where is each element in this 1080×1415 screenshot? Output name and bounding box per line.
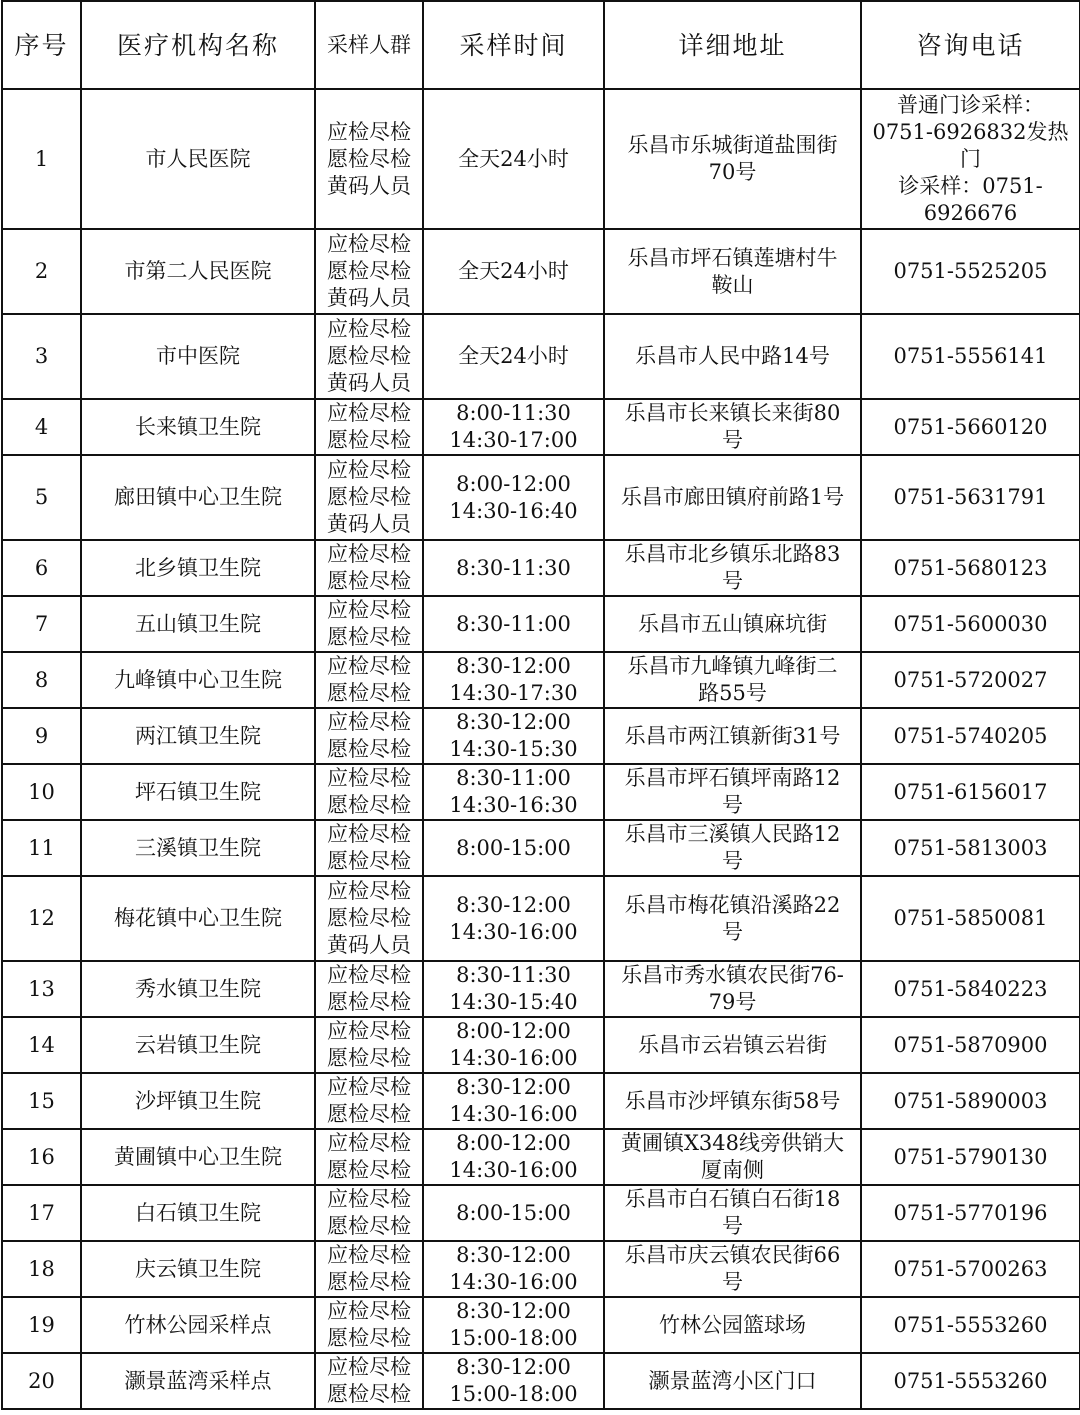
cell-group xyxy=(315,1017,423,1073)
cell-no: 6 xyxy=(2,540,81,596)
cell-address xyxy=(604,229,861,314)
table-row xyxy=(2,961,1080,1017)
cell-address-line: 号 xyxy=(722,849,743,873)
cell-group-line: 愿检尽检 xyxy=(327,259,411,283)
cell-phone xyxy=(861,314,1080,399)
cell-no: 20 xyxy=(2,1353,81,1409)
cell-no: 8 xyxy=(2,652,81,708)
cell-address xyxy=(604,89,861,229)
cell-group xyxy=(315,708,423,764)
cell-time xyxy=(423,229,604,314)
cell-group-line: 应检尽检 xyxy=(327,1243,411,1267)
cell-time xyxy=(423,314,604,399)
cell-phone xyxy=(861,1073,1080,1129)
cell-address xyxy=(604,540,861,596)
cell-group-line: 愿检尽检 xyxy=(327,625,411,649)
cell-time xyxy=(423,708,604,764)
cell-time-line: 8:30-12:00 xyxy=(456,1355,571,1379)
cell-address-line: 乐昌市长来镇长来街80 xyxy=(624,401,841,425)
cell-group-line: 愿检尽检 xyxy=(327,1270,411,1294)
header-name: 医疗机构名称 xyxy=(81,1,315,89)
cell-group xyxy=(315,1185,423,1241)
cell-address-line: 乐昌市秀水镇农民街76- xyxy=(621,963,844,987)
cell-name: 竹林公园采样点 xyxy=(81,1297,315,1353)
cell-group-line: 应检尽检 xyxy=(327,598,411,622)
cell-time-line: 14:30-17:00 xyxy=(449,428,578,452)
table-row xyxy=(2,1353,1080,1409)
cell-group-line: 应检尽检 xyxy=(327,1355,411,1379)
cell-name: 云岩镇卫生院 xyxy=(81,1017,315,1073)
cell-address xyxy=(604,708,861,764)
cell-no: 14 xyxy=(2,1017,81,1073)
cell-group-line: 应检尽检 xyxy=(327,119,411,144)
cell-no: 12 xyxy=(2,876,81,961)
header-no: 序号 xyxy=(2,1,81,89)
table-row xyxy=(2,652,1080,708)
cell-time-line: 8:30-11:30 xyxy=(456,963,571,987)
cell-time-line: 全天24小时 xyxy=(458,344,569,368)
cell-phone xyxy=(861,89,1080,229)
cell-name: 北乡镇卫生院 xyxy=(81,540,315,596)
cell-phone-line: 0751-5660120 xyxy=(893,414,1048,439)
cell-time-line: 14:30-15:40 xyxy=(449,990,578,1014)
cell-group xyxy=(315,652,423,708)
cell-address-line: 乐昌市九峰镇九峰街二 xyxy=(627,654,838,678)
table-row xyxy=(2,764,1080,820)
cell-phone-line: 0751-5740205 xyxy=(893,723,1048,748)
cell-group-line: 愿检尽检 xyxy=(327,793,411,817)
cell-address-line: 号 xyxy=(722,919,743,944)
cell-address-line: 号 xyxy=(722,793,743,817)
cell-phone xyxy=(861,540,1080,596)
cell-group xyxy=(315,1241,423,1297)
cell-address xyxy=(604,1073,861,1129)
cell-phone-line: 0751-6926832发热门 xyxy=(872,119,1069,171)
cell-group xyxy=(315,876,423,961)
cell-phone-line: 0751-5720027 xyxy=(893,667,1048,692)
cell-address-line: 乐昌市北乡镇乐北路83 xyxy=(624,542,841,566)
cell-group xyxy=(315,89,423,229)
cell-time xyxy=(423,1073,604,1129)
cell-time-line: 8:30-11:00 xyxy=(456,611,571,636)
cell-no: 15 xyxy=(2,1073,81,1129)
cell-no: 3 xyxy=(2,314,81,399)
cell-time-line: 8:30-12:00 xyxy=(456,1299,571,1323)
sampling-sites-table xyxy=(1,0,1080,1410)
cell-group-line: 愿检尽检 xyxy=(327,906,411,930)
cell-phone-line: 6926676 xyxy=(923,200,1018,225)
cell-time-line: 8:00-15:00 xyxy=(456,835,571,860)
cell-phone xyxy=(861,820,1080,876)
table-row xyxy=(2,399,1080,455)
cell-group xyxy=(315,596,423,652)
cell-no: 9 xyxy=(2,708,81,764)
cell-phone-line: 0751-5631791 xyxy=(893,485,1048,509)
cell-no: 13 xyxy=(2,961,81,1017)
cell-no: 4 xyxy=(2,399,81,455)
table-row xyxy=(2,314,1080,399)
cell-group xyxy=(315,540,423,596)
cell-address-line: 号 xyxy=(722,569,743,593)
cell-group xyxy=(315,764,423,820)
cell-time-line: 8:30-12:00 xyxy=(456,654,571,678)
cell-name: 白石镇卫生院 xyxy=(81,1185,315,1241)
cell-address-line: 黄圃镇X348线旁供销大 xyxy=(620,1131,845,1155)
cell-address xyxy=(604,764,861,820)
cell-group-line: 应检尽检 xyxy=(327,879,411,903)
cell-group-line: 愿检尽检 xyxy=(327,485,411,509)
cell-time xyxy=(423,876,604,961)
cell-time-line: 8:00-11:30 xyxy=(456,401,571,425)
cell-no: 18 xyxy=(2,1241,81,1297)
cell-phone xyxy=(861,229,1080,314)
cell-group-line: 愿检尽检 xyxy=(327,146,411,171)
cell-phone-line: 0751-5553260 xyxy=(893,1312,1048,1337)
cell-time xyxy=(423,455,604,540)
cell-time-line: 8:30-12:00 xyxy=(456,1075,571,1099)
cell-address xyxy=(604,876,861,961)
cell-phone-line: 0751-5890003 xyxy=(893,1088,1048,1113)
cell-time xyxy=(423,1017,604,1073)
cell-time xyxy=(423,399,604,455)
cell-group-line: 应检尽检 xyxy=(327,963,411,987)
cell-group-line: 应检尽检 xyxy=(327,822,411,846)
cell-no: 7 xyxy=(2,596,81,652)
header-row xyxy=(2,1,1080,89)
cell-time xyxy=(423,961,604,1017)
cell-group-line: 黄码人员 xyxy=(327,371,411,395)
cell-address xyxy=(604,596,861,652)
cell-group xyxy=(315,229,423,314)
cell-address-line: 乐昌市梅花镇沿溪路22 xyxy=(624,892,841,917)
cell-time xyxy=(423,1185,604,1241)
cell-time-line: 8:00-12:00 xyxy=(456,1131,571,1155)
cell-phone xyxy=(861,1353,1080,1409)
cell-phone xyxy=(861,596,1080,652)
table-row xyxy=(2,1129,1080,1185)
cell-group-line: 黄码人员 xyxy=(327,173,411,198)
table-row xyxy=(2,1073,1080,1129)
cell-group-line: 应检尽检 xyxy=(327,1019,411,1043)
cell-time-line: 8:00-12:00 xyxy=(456,471,571,496)
cell-time xyxy=(423,596,604,652)
cell-phone-line: 0751-5870900 xyxy=(893,1032,1048,1057)
cell-group-line: 愿检尽检 xyxy=(327,344,411,368)
cell-no: 17 xyxy=(2,1185,81,1241)
cell-group xyxy=(315,961,423,1017)
table-row xyxy=(2,1017,1080,1073)
header-group: 采样人群 xyxy=(315,1,423,89)
cell-address-line: 乐昌市庆云镇农民街66 xyxy=(624,1243,841,1267)
cell-no: 2 xyxy=(2,229,81,314)
cell-phone xyxy=(861,876,1080,961)
cell-address xyxy=(604,1297,861,1353)
cell-group-line: 应检尽检 xyxy=(327,1187,411,1211)
cell-time-line: 全天24小时 xyxy=(458,259,569,283)
cell-phone-line: 0751-5790130 xyxy=(893,1144,1048,1169)
cell-phone-line: 0751-5770196 xyxy=(893,1200,1048,1225)
cell-phone-line: 0751-5556141 xyxy=(893,344,1048,368)
table-row xyxy=(2,89,1080,229)
cell-phone xyxy=(861,1017,1080,1073)
cell-group-line: 愿检尽检 xyxy=(327,990,411,1014)
header-time: 采样时间 xyxy=(423,1,604,89)
cell-time xyxy=(423,820,604,876)
cell-address-line: 乐昌市五山镇麻坑街 xyxy=(638,611,827,636)
cell-time-line: 全天24小时 xyxy=(458,146,569,171)
cell-address xyxy=(604,652,861,708)
cell-group-line: 应检尽检 xyxy=(327,232,411,256)
cell-phone xyxy=(861,399,1080,455)
cell-group-line: 应检尽检 xyxy=(327,542,411,566)
cell-time-line: 14:30-16:00 xyxy=(449,1046,578,1070)
cell-phone-line: 0751-5813003 xyxy=(893,835,1048,860)
cell-time xyxy=(423,764,604,820)
cell-no: 5 xyxy=(2,455,81,540)
cell-phone xyxy=(861,1129,1080,1185)
cell-group xyxy=(315,399,423,455)
cell-group-line: 愿检尽检 xyxy=(327,1046,411,1070)
cell-group-line: 应检尽检 xyxy=(327,710,411,734)
cell-group xyxy=(315,314,423,399)
cell-time xyxy=(423,1353,604,1409)
cell-time-line: 14:30-16:00 xyxy=(449,919,578,944)
cell-name: 市人民医院 xyxy=(81,89,315,229)
cell-phone xyxy=(861,455,1080,540)
cell-phone xyxy=(861,652,1080,708)
cell-address-line: 乐昌市坪石镇莲塘村牛 xyxy=(627,245,838,270)
cell-name: 九峰镇中心卫生院 xyxy=(81,652,315,708)
cell-time xyxy=(423,540,604,596)
cell-name: 坪石镇卫生院 xyxy=(81,764,315,820)
cell-group-line: 应检尽检 xyxy=(327,766,411,790)
cell-phone xyxy=(861,1241,1080,1297)
cell-group-line: 愿检尽检 xyxy=(327,1158,411,1182)
table-row xyxy=(2,596,1080,652)
cell-address xyxy=(604,820,861,876)
cell-time-line: 14:30-16:40 xyxy=(449,498,578,523)
cell-phone-line: 0751-5525205 xyxy=(893,259,1048,283)
cell-address-line: 号 xyxy=(722,1270,743,1294)
table-row xyxy=(2,229,1080,314)
cell-address-line: 鞍山 xyxy=(711,272,754,297)
cell-group xyxy=(315,1353,423,1409)
cell-name: 沙坪镇卫生院 xyxy=(81,1073,315,1129)
cell-group-line: 黄码人员 xyxy=(327,933,411,957)
cell-group xyxy=(315,455,423,540)
cell-group-line: 愿检尽检 xyxy=(327,1102,411,1126)
cell-group-line: 应检尽检 xyxy=(327,654,411,678)
header-phone: 咨询电话 xyxy=(861,1,1080,89)
cell-group xyxy=(315,1073,423,1129)
cell-time xyxy=(423,652,604,708)
cell-group-line: 应检尽检 xyxy=(327,401,411,425)
cell-address-line: 乐昌市云岩镇云岩街 xyxy=(638,1032,827,1057)
cell-no: 10 xyxy=(2,764,81,820)
cell-time xyxy=(423,1297,604,1353)
cell-address-line: 乐昌市白石镇白石街18 xyxy=(624,1187,841,1211)
cell-group-line: 应检尽检 xyxy=(327,1131,411,1155)
cell-phone-line: 0751-5600030 xyxy=(893,611,1048,636)
cell-address xyxy=(604,1129,861,1185)
cell-time-line: 8:30-11:00 xyxy=(456,766,571,790)
cell-phone xyxy=(861,1185,1080,1241)
cell-address xyxy=(604,1241,861,1297)
table-row xyxy=(2,540,1080,596)
cell-name: 两江镇卫生院 xyxy=(81,708,315,764)
cell-time-line: 15:00-18:00 xyxy=(449,1382,578,1406)
cell-name: 市中医院 xyxy=(81,314,315,399)
cell-group-line: 应检尽检 xyxy=(327,1299,411,1323)
cell-time-line: 15:00-18:00 xyxy=(449,1326,578,1350)
cell-time-line: 14:30-15:30 xyxy=(449,737,578,761)
cell-time-line: 14:30-16:00 xyxy=(449,1158,578,1182)
cell-time-line: 8:30-12:00 xyxy=(456,1243,571,1267)
cell-group xyxy=(315,820,423,876)
cell-address-line: 79号 xyxy=(708,990,757,1014)
cell-name: 庆云镇卫生院 xyxy=(81,1241,315,1297)
cell-address-line: 路55号 xyxy=(698,681,767,705)
cell-address-line: 灏景蓝湾小区门口 xyxy=(648,1368,817,1393)
cell-group-line: 应检尽检 xyxy=(327,317,411,341)
cell-phone-line: 0751-5680123 xyxy=(893,555,1048,580)
cell-name: 梅花镇中心卫生院 xyxy=(81,876,315,961)
cell-time-line: 8:30-12:00 xyxy=(456,710,571,734)
table-row xyxy=(2,708,1080,764)
cell-no: 11 xyxy=(2,820,81,876)
table-row xyxy=(2,820,1080,876)
table-row xyxy=(2,1241,1080,1297)
cell-group-line: 愿检尽检 xyxy=(327,428,411,452)
cell-time xyxy=(423,89,604,229)
cell-address-line: 乐昌市乐城街道盐围街 xyxy=(627,133,838,157)
header-address: 详细地址 xyxy=(604,1,861,89)
cell-time-line: 8:30-11:30 xyxy=(456,555,571,580)
cell-address xyxy=(604,1185,861,1241)
cell-phone-line: 0751-5700263 xyxy=(893,1256,1048,1281)
cell-name: 秀水镇卫生院 xyxy=(81,961,315,1017)
cell-address-line: 竹林公园篮球场 xyxy=(659,1312,806,1337)
cell-name: 长来镇卫生院 xyxy=(81,399,315,455)
cell-time-line: 14:30-16:00 xyxy=(449,1102,578,1126)
cell-address-line: 乐昌市两江镇新街31号 xyxy=(624,723,841,748)
cell-time-line: 8:00-15:00 xyxy=(456,1200,571,1225)
cell-address-line: 乐昌市三溪镇人民路12 xyxy=(624,822,841,846)
cell-group-line: 愿检尽检 xyxy=(327,1214,411,1238)
cell-no: 1 xyxy=(2,89,81,229)
cell-address xyxy=(604,455,861,540)
cell-time-line: 14:30-17:30 xyxy=(449,681,578,705)
cell-address-line: 乐昌市廊田镇府前路1号 xyxy=(620,485,845,509)
cell-address xyxy=(604,399,861,455)
cell-address-line: 乐昌市坪石镇坪南路12 xyxy=(624,766,841,790)
cell-address-line: 厦南侧 xyxy=(701,1158,764,1182)
cell-group-line: 愿检尽检 xyxy=(327,1326,411,1350)
cell-address xyxy=(604,1353,861,1409)
cell-phone xyxy=(861,961,1080,1017)
cell-time-line: 14:30-16:00 xyxy=(449,1270,578,1294)
cell-no: 16 xyxy=(2,1129,81,1185)
table-row xyxy=(2,455,1080,540)
cell-address xyxy=(604,961,861,1017)
cell-phone-line: 普通门诊采样： xyxy=(897,92,1044,117)
cell-no: 19 xyxy=(2,1297,81,1353)
cell-address-line: 70号 xyxy=(708,160,757,184)
cell-name: 廊田镇中心卫生院 xyxy=(81,455,315,540)
cell-group-line: 愿检尽检 xyxy=(327,849,411,873)
cell-address-line: 乐昌市人民中路14号 xyxy=(635,344,830,368)
cell-address xyxy=(604,1017,861,1073)
cell-name: 市第二人民医院 xyxy=(81,229,315,314)
cell-group-line: 愿检尽检 xyxy=(327,1382,411,1406)
cell-group xyxy=(315,1129,423,1185)
table-row xyxy=(2,876,1080,961)
cell-time xyxy=(423,1129,604,1185)
cell-name: 五山镇卫生院 xyxy=(81,596,315,652)
cell-group-line: 愿检尽检 xyxy=(327,569,411,593)
cell-address xyxy=(604,314,861,399)
cell-time xyxy=(423,1241,604,1297)
cell-address-line: 乐昌市沙坪镇东街58号 xyxy=(624,1088,841,1113)
cell-phone-line: 0751-5840223 xyxy=(893,976,1048,1001)
cell-group xyxy=(315,1297,423,1353)
cell-group-line: 应检尽检 xyxy=(327,1075,411,1099)
cell-phone-line: 0751-5850081 xyxy=(893,906,1048,930)
cell-time-line: 8:30-12:00 xyxy=(456,892,571,917)
cell-name: 灏景蓝湾采样点 xyxy=(81,1353,315,1409)
cell-group-line: 应检尽检 xyxy=(327,458,411,482)
cell-group-line: 愿检尽检 xyxy=(327,737,411,761)
table-row xyxy=(2,1185,1080,1241)
cell-time-line: 14:30-16:30 xyxy=(449,793,578,817)
table-row xyxy=(2,1297,1080,1353)
cell-phone-line: 0751-5553260 xyxy=(893,1368,1048,1393)
cell-group-line: 黄码人员 xyxy=(327,512,411,536)
cell-address-line: 号 xyxy=(722,428,743,452)
cell-name: 黄圃镇中心卫生院 xyxy=(81,1129,315,1185)
cell-phone-line: 诊采样：0751- xyxy=(898,173,1043,198)
cell-time-line: 8:00-12:00 xyxy=(456,1019,571,1043)
cell-phone xyxy=(861,1297,1080,1353)
cell-group-line: 愿检尽检 xyxy=(327,681,411,705)
cell-phone-line: 0751-6156017 xyxy=(893,779,1048,804)
cell-address-line: 号 xyxy=(722,1214,743,1238)
cell-phone xyxy=(861,764,1080,820)
cell-name: 三溪镇卫生院 xyxy=(81,820,315,876)
cell-phone xyxy=(861,708,1080,764)
cell-group-line: 黄码人员 xyxy=(327,286,411,310)
